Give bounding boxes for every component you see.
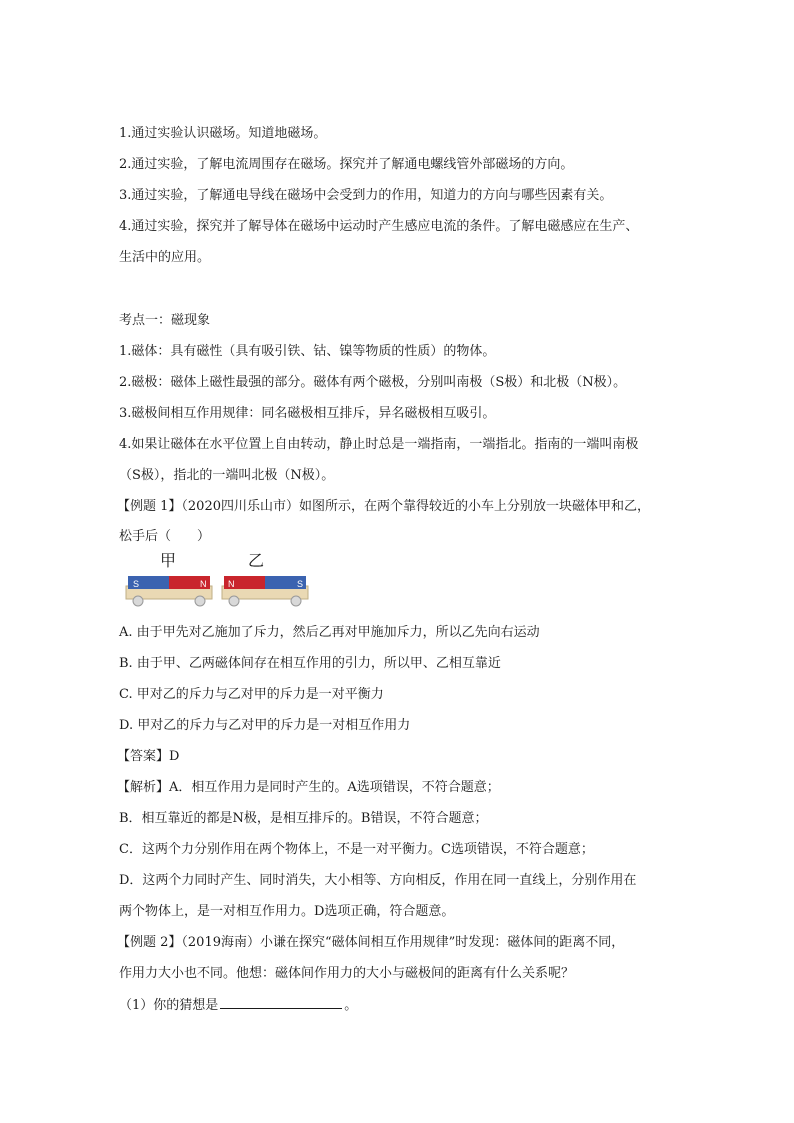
magnet-jia-right-pole: N [200, 579, 207, 589]
wheel-icon [133, 596, 143, 606]
analysis-b: B．相互靠近的都是N极，是相互排斥的。B错误，不符合题意； [119, 811, 488, 826]
wheel-icon [195, 596, 205, 606]
cart-jia [126, 576, 212, 606]
example1-answer: 【答案】D [117, 749, 180, 764]
analysis-c: C．这两个力分别作用在两个物体上，不是一对平衡力。C选项错误，不符合题意； [119, 842, 594, 857]
option-a: A. 由于甲先对乙施加了斥力，然后乙再对甲施加斥力，所以乙先向右运动 [119, 625, 540, 640]
example1-stem: 【例题 1】（2020四川乐山市）如图所示，在两个靠得较近的小车上分别放一块磁体甲和乙， [117, 499, 650, 514]
example2-question-1 [119, 996, 357, 1015]
label-yi: 乙 [248, 551, 265, 570]
option-c: C. 甲对乙的斥力与乙对甲的斥力是一对平衡力 [119, 687, 384, 702]
objective-3: 3.通过实验，了解通电导线在磁场中会受到力的作用，知道力的方向与哪些因素有关。 [119, 188, 613, 203]
label-jia: 甲 [160, 551, 177, 570]
point-1: 1.磁体：具有磁性（具有吸引铁、钴、镍等物质的性质）的物体。 [119, 344, 496, 359]
analysis-d-cont: 两个物体上，是一对相互作用力。D选项正确，符合题意。 [119, 904, 455, 919]
point-3: 3.磁极间相互作用规律：同名磁极相互排斥，异名磁极相互吸引。 [119, 406, 496, 421]
analysis-d: D．这两个力同时产生、同时消失，大小相等、方向相反，作用在同一直线上，分别作用在 [119, 873, 637, 888]
objective-4: 4.通过实验，探究并了解导体在磁场中运动时产生感应电流的条件。了解电磁感应在生产、 [119, 219, 639, 234]
wheel-icon [229, 596, 239, 606]
point-4-cont: （S极），指北的一端叫北极（N极）。 [119, 468, 335, 483]
cart-yi [222, 576, 308, 606]
example1-stem-cont: 松手后（ ） [119, 529, 211, 544]
magnet-carts-figure [124, 550, 314, 612]
option-b: B. 由于甲、乙两磁体间存在相互作用的引力，所以甲、乙相互靠近 [119, 656, 501, 671]
answer-blank[interactable] [220, 996, 342, 1009]
magnet-yi-left-pole: N [228, 579, 235, 589]
magnet-yi-right-pole: S [297, 579, 304, 589]
example2-stem: 【例题 2】（2019海南）小谦在探究“磁体间相互作用规律”时发现：磁体间的距离不同， [117, 935, 625, 950]
magnet-jia-left-pole: S [133, 579, 140, 589]
objective-1: 1.通过实验认识磁场。知道地磁场。 [119, 126, 327, 141]
objective-4-cont: 生活中的应用。 [119, 250, 211, 265]
objective-2: 2.通过实验，了解电流周围存在磁场。探究并了解通电螺线管外部磁场的方向。 [119, 157, 574, 172]
option-d: D. 甲对乙的斥力与乙对甲的斥力是一对相互作用力 [119, 718, 411, 733]
analysis-a: 【解析】A．相互作用力是同时产生的。A选项错误，不符合题意； [117, 780, 500, 795]
example2-stem-cont: 作用力大小也不同。他想：磁体间作用力的大小与磁极间的距离有什么关系呢？ [119, 966, 575, 981]
section-title: 考点一：磁现象 [119, 313, 211, 328]
point-4: 4.如果让磁体在水平位置上自由转动，静止时总是一端指南，一端指北。指南的一端叫南极 [119, 437, 639, 452]
q1-suffix: 。 [344, 998, 358, 1013]
point-2: 2.磁极：磁体上磁性最强的部分。磁体有两个磁极，分别叫南极（S极）和北极（N极）。 [119, 375, 627, 390]
wheel-icon [291, 596, 301, 606]
q1-prefix: （1）你的猜想是 [119, 998, 219, 1013]
carts-svg [124, 550, 314, 612]
